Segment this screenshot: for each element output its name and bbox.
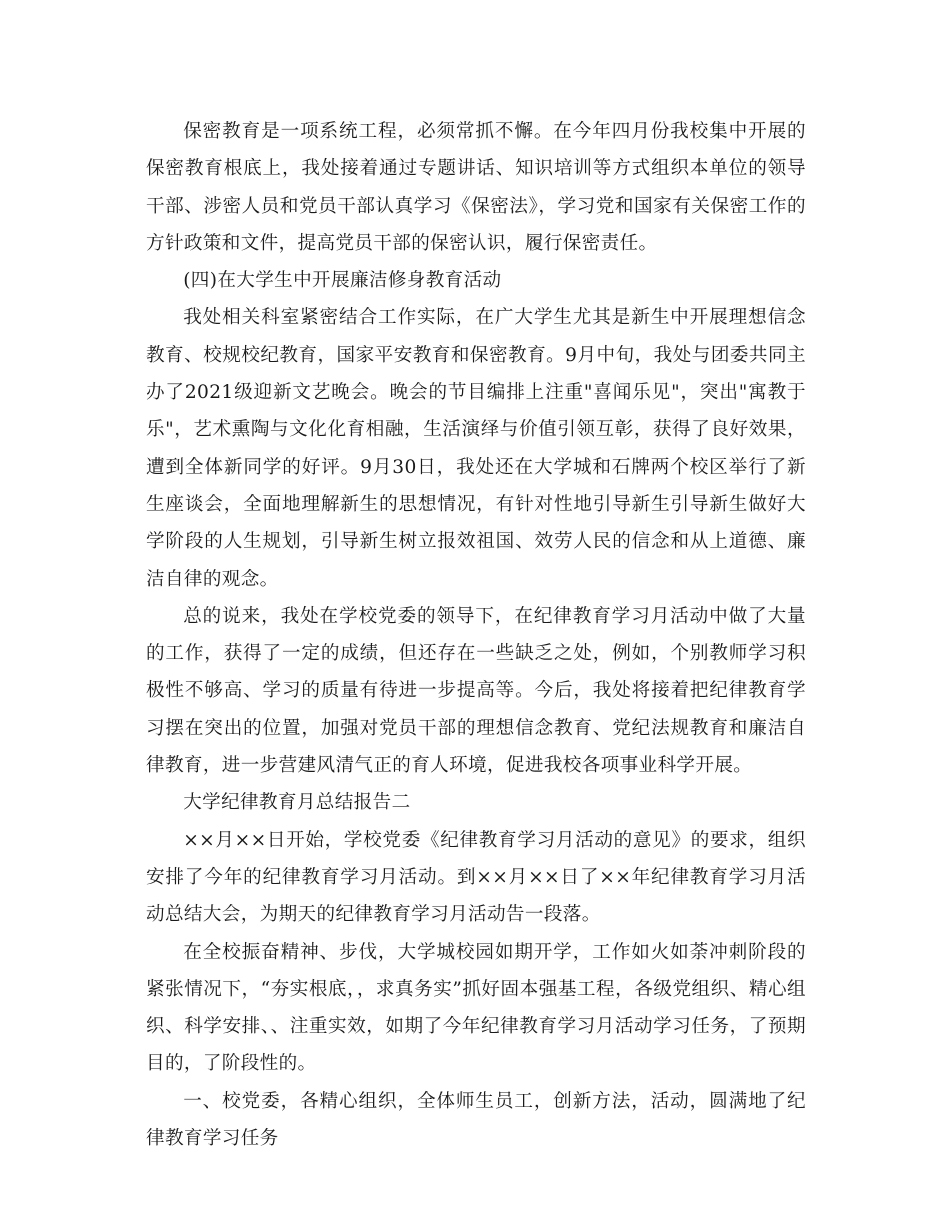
section-heading-integrity-education: (四)在大学生中开展廉洁修身教育活动 — [183, 270, 502, 292]
paragraph-summary: 总的说来，我处在学校党委的领导下，在纪律教育学习月活动中做了大量的工作，获得了一定的成绩，但还存在一些缺乏之处，例如，个别教师学习积极性不够高、学习的质量有待进一步提高等。今后，我处将接着把纪律教育学习摆在突出的位置，加强对党员干部的理想信念教育、党纪法规教育和廉洁自律教育，进一步营建风清气正的育人环境，促进我校各项事业科学开展。 — [146, 605, 806, 777]
document-body — [146, 113, 806, 1157]
section-heading-party-committee: 一、校党委，各精心组织，全体师生员工，创新方法，活动，圆满地了纪律教育学习任务 — [146, 1090, 806, 1150]
paragraph-campus-situation: 在全校振奋精神、步伐，大学城校园如期开学，工作如火如荼冲刺阶段的紧张情况下，“夯实根底，，求真务实”抓好固本强基工程，各级党组织、精心组织、科学安排、、注重实效，如期了今年纪律教育学习月活动学习任务，了预期目的，了阶段性的。 — [146, 941, 806, 1075]
paragraph-student-activities: 我处相关科室紧密结合工作实际，在广大学生尤其是新生中开展理想信念教育、校规校纪教育，国家平安教育和保密教育。9月中旬，我处与团委共同主办了2021级迎新文艺晚会。晚会的节目编排上注重"喜闻乐见"，突出"寓教于乐"，艺术熏陶与文化化育相融，生活演绎与价值引领互彰，获得了良好效果，遭到全体新同学的好评。9月30日，我处还在大学城和石牌两个校区举行了新生座谈会，全面地理解新生的思想情况，有针对性地引导新生引导新生做好大学阶段的人生规划，引导新生树立报效祖国、效劳人民的信念和从上道德、廉洁自律的观念。 — [146, 307, 806, 590]
paragraph-confidentiality-education: 保密教育是一项系统工程，必须常抓不懈。在今年四月份我校集中开展的保密教育根底上，我处接着通过专题讲话、知识培训等方式组织本单位的领导干部、涉密人员和党员干部认真学习《保密法》，学习党和国家有关保密工作的方针政策和文件，提高党员干部的保密认识，履行保密责任。 — [146, 121, 806, 254]
paragraph-month-arrangement: ××月××日开始，学校党委《纪律教育学习月活动的意见》的要求，组织安排了今年的纪律教育学习月活动。到××月××日了××年纪律教育学习月活动总结大会，为期天的纪律教育学习月活动告一段落。 — [146, 829, 806, 926]
report-title-two: 大学纪律教育月总结报告二 — [183, 792, 411, 814]
